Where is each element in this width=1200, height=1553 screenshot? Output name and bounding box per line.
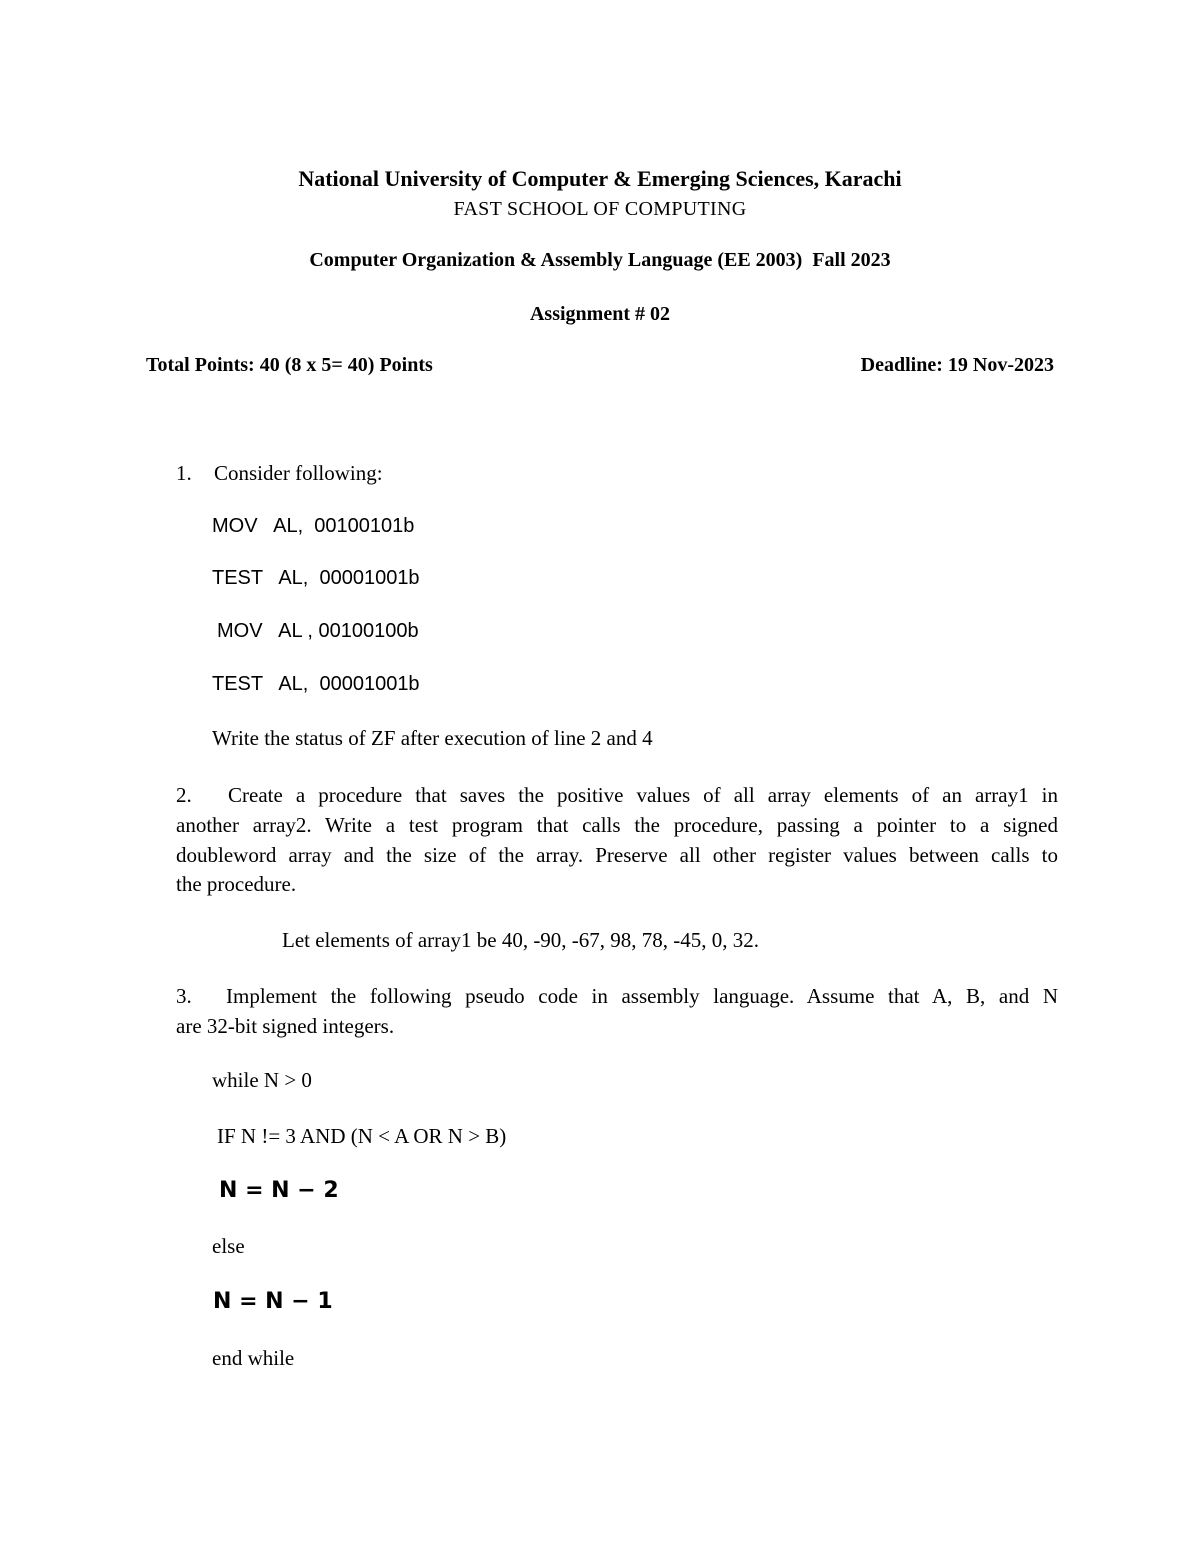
- q2-line-2: another array2. Write a test program that calls the procedure, passing a pointer to a signed: [176, 813, 1058, 837]
- pseudo-else: else: [212, 1234, 245, 1258]
- q2-line-1: Create a procedure that saves the positive values of all array elements of an array1 in: [228, 783, 1058, 807]
- q1-code-line-4: TEST AL, 00001001b: [212, 673, 420, 695]
- q1-code-line-2: TEST AL, 00001001b: [212, 567, 420, 589]
- q1-code-line-3: MOV AL , 00100100b: [217, 620, 419, 642]
- q3-line-2: are 32-bit signed integers.: [176, 1014, 395, 1038]
- pseudo-assign-minus-2: N = N − 2: [219, 1178, 339, 1203]
- q3-line-1: Implement the following pseudo code in assembly language. Assume that A, B, and N: [226, 984, 1058, 1008]
- school-name: FAST SCHOOL OF COMPUTING: [453, 198, 747, 220]
- q2-number: 2.: [176, 783, 192, 807]
- course-title: Computer Organization & Assembly Language (EE 2003) Fall 2023: [309, 249, 891, 271]
- q1-number: 1.: [176, 461, 192, 485]
- q3-number: 3.: [176, 984, 192, 1008]
- pseudo-if: IF N != 3 AND (N < A OR N > B): [217, 1124, 507, 1148]
- pseudo-assign-minus-1: N = N − 1: [213, 1289, 333, 1314]
- q1-question: Write the status of ZF after execution of line 2 and 4: [212, 726, 653, 750]
- university-name: National University of Computer & Emerging Sciences, Karachi: [298, 166, 902, 191]
- pseudo-while: while N > 0: [212, 1068, 312, 1092]
- q2-line-3: doubleword array and the size of the array. Preserve all other register values between calls to: [176, 843, 1058, 867]
- q1-code-line-1: MOV AL, 00100101b: [212, 515, 415, 537]
- q2-line-4: the procedure.: [176, 872, 297, 896]
- q1-prompt: Consider following:: [214, 461, 383, 485]
- pseudo-end-while: end while: [212, 1346, 295, 1370]
- deadline: Deadline: 19 Nov-2023: [860, 354, 1054, 376]
- assignment-title: Assignment # 02: [529, 303, 670, 325]
- q2-array-elements: Let elements of array1 be 40, -90, -67, 98, 78, -45, 0, 32.: [282, 928, 760, 952]
- total-points: Total Points: 40 (8 x 5= 40) Points: [146, 354, 433, 376]
